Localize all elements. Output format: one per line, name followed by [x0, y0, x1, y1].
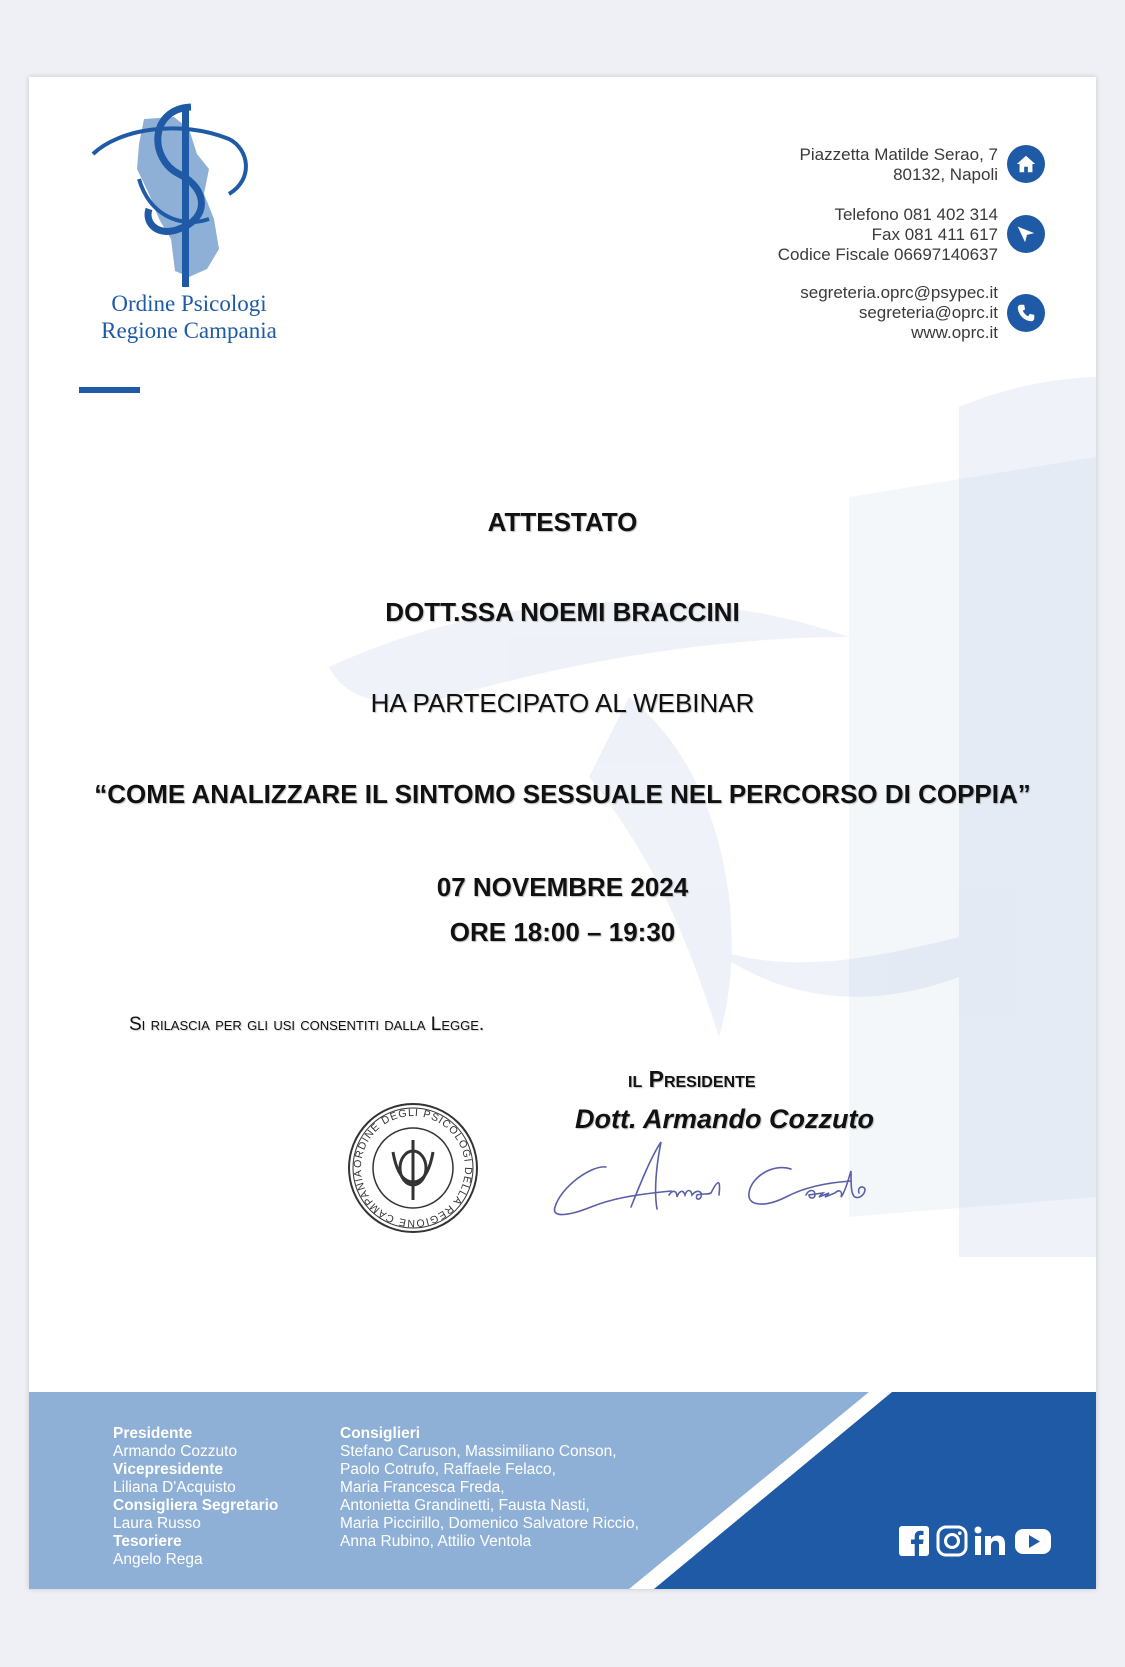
- social-links: [898, 1523, 1052, 1559]
- address-line: Piazzetta Matilde Serao, 7: [799, 145, 998, 164]
- address-line: 80132, Napoli: [893, 165, 998, 184]
- footer-member: Stefano Caruson, Massimiliano Conson,: [340, 1443, 617, 1460]
- send-icon: [1007, 215, 1045, 253]
- contact-phone: [778, 205, 998, 265]
- participation-statement: HA PARTECIPATO AL WEBINAR: [370, 688, 755, 718]
- footer-board-left: [113, 1425, 278, 1569]
- president-title: il Presidente: [628, 1066, 756, 1092]
- org-logo: [79, 99, 259, 299]
- org-name-line1: Ordine Psicologi: [111, 291, 267, 316]
- footer-role: Consiglieri: [340, 1425, 421, 1442]
- footer-member: Laura Russo: [113, 1515, 201, 1532]
- certificate-title: ATTESTATO: [487, 507, 638, 537]
- svg-text:ORDINE DEGLI PSICOLOGI DELLA R: ORDINE DEGLI PSICOLOGI DELLA REGIONE CAMPANIA: [351, 1106, 475, 1230]
- webinar-title: “COME ANALIZZARE IL SINTOMO SESSUALE NEL PERCORSO DI COPPIA”: [94, 779, 1031, 809]
- fax-line: Fax 081 411 617: [871, 225, 998, 244]
- footer-member: Paolo Cotrufo, Raffaele Felaco,: [340, 1461, 556, 1478]
- official-seal: [345, 1100, 481, 1236]
- event-date: 07 NOVEMBRE 2024: [436, 872, 689, 902]
- footer-member: Anna Rubino, Attilio Ventola: [340, 1533, 532, 1550]
- email-link[interactable]: segreteria@oprc.it: [858, 303, 998, 322]
- certificate-page: [29, 77, 1096, 1589]
- footer: [29, 1392, 1096, 1589]
- contact-address: [800, 145, 998, 185]
- instagram-icon[interactable]: [936, 1525, 968, 1557]
- footer-role: Consigliera Segretario: [113, 1497, 279, 1514]
- org-name-line2: Regione Campania: [101, 318, 277, 343]
- email-link[interactable]: segreteria.oprc@psypec.it: [800, 283, 998, 302]
- phone-icon: [1007, 294, 1045, 332]
- footer-member: Maria Francesca Freda,: [340, 1479, 505, 1496]
- recipient-name: DOTT.SSA NOEMI BRACCINI: [385, 597, 740, 627]
- home-icon: [1007, 145, 1045, 183]
- footer-board-right: [340, 1425, 639, 1551]
- youtube-icon[interactable]: [1014, 1525, 1052, 1557]
- footer-role: Vicepresidente: [113, 1461, 223, 1478]
- footer-member: Antonietta Grandinetti, Fausta Nasti,: [340, 1497, 590, 1514]
- footer-role: Presidente: [113, 1425, 193, 1442]
- footer-member: Angelo Rega: [113, 1551, 203, 1568]
- website-link[interactable]: www.oprc.it: [911, 323, 998, 342]
- president-signature: [551, 1137, 891, 1232]
- footer-role: Tesoriere: [113, 1533, 182, 1550]
- tax-code-line: Codice Fiscale 06697140637: [777, 245, 998, 264]
- linkedin-icon[interactable]: [974, 1525, 1008, 1557]
- issuance-note: Si rilascia per gli usi consentiti dalla Legge.: [129, 1014, 485, 1035]
- contact-email: [800, 283, 998, 343]
- phone-line: Telefono 081 402 314: [834, 205, 998, 224]
- logo-divider: [79, 387, 140, 393]
- footer-member: Liliana D'Acquisto: [113, 1479, 236, 1496]
- facebook-icon[interactable]: [898, 1525, 930, 1557]
- president-name: Dott. Armando Cozzuto: [575, 1104, 874, 1134]
- footer-member: Maria Piccirillo, Domenico Salvatore Riccio,: [340, 1515, 639, 1532]
- event-time: ORE 18:00 – 19:30: [449, 917, 676, 947]
- footer-member: Armando Cozzuto: [113, 1443, 238, 1460]
